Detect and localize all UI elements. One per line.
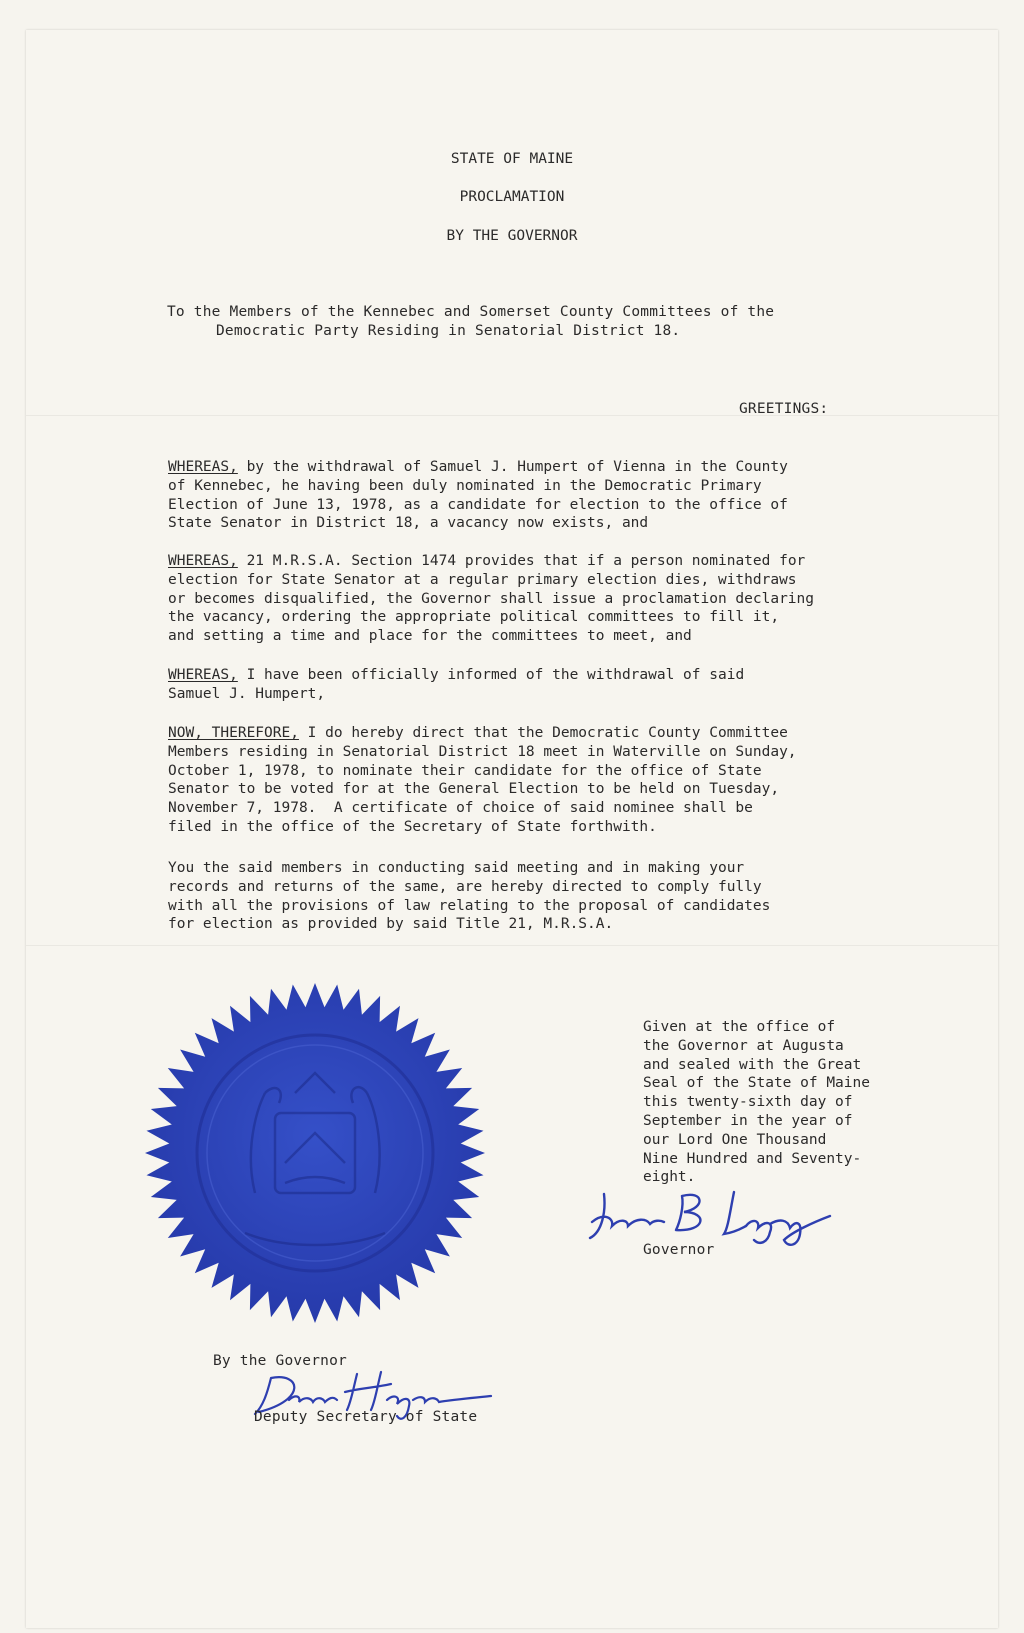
by-the-governor: By the Governor: [213, 1353, 347, 1369]
given-line: and sealed with the Great: [643, 1056, 862, 1073]
paragraph-line: Samuel J. Humpert,: [168, 685, 326, 702]
paragraph-line: the vacancy, ordering the appropriate political committees to fill it,: [168, 609, 780, 626]
address-line-2: Democratic Party Residing in Senatorial District 18.: [216, 323, 681, 339]
paragraph-line: Senator to be voted for at the General Election to be held on Tuesday,: [168, 781, 780, 798]
paragraph-line: election for State Senator at a regular primary election dies, withdraws: [168, 571, 797, 588]
paragraph-line: of Kennebec, he having been duly nominated in the Democratic Primary: [168, 477, 762, 494]
paragraph-3: [168, 666, 744, 704]
paragraph-line: Election of June 13, 1978, as a candidate for election to the office of: [168, 496, 788, 513]
header-proclamation: PROCLAMATION: [459, 189, 565, 205]
greetings: GREETINGS:: [739, 401, 829, 417]
address-line-1: To the Members of the Kennebec and Somerset County Committees of the: [167, 304, 775, 320]
paragraph-line: I do hereby direct that the Democratic County Committee: [298, 725, 788, 741]
paragraph-lead: NOW, THEREFORE,: [168, 725, 299, 741]
paragraph-line: with all the provisions of law relating to the proposal of candidates: [168, 897, 771, 914]
paragraph-line: October 1, 1978, to nominate their candidate for the office of State: [168, 762, 762, 779]
paragraph-line: State Senator in District 18, a vacancy now exists, and: [168, 515, 649, 532]
fold-line: [26, 945, 998, 946]
paragraph-line: 21 M.R.S.A. Section 1474 provides that if a person nominated for: [237, 553, 806, 569]
fold-line: [26, 415, 998, 416]
given-line: the Governor at Augusta: [643, 1037, 844, 1054]
paragraph-lead: WHEREAS,: [168, 553, 238, 569]
paragraph-line: records and returns of the same, are hereby directed to comply fully: [168, 878, 762, 895]
paragraph-line: or becomes disqualified, the Governor shall issue a proclamation declaring: [168, 590, 815, 607]
paragraph-line: filed in the office of the Secretary of State forthwith.: [168, 818, 657, 835]
paragraph-line: Members residing in Senatorial District 18 meet in Waterville on Sunday,: [168, 743, 797, 760]
given-line: eight.: [643, 1169, 696, 1186]
paragraph-line: November 7, 1978. A certificate of choice of said nominee shall be: [168, 800, 753, 817]
header-state: STATE OF MAINE: [450, 151, 574, 167]
given-line: Given at the office of: [643, 1019, 836, 1035]
document-page: [26, 30, 998, 1628]
paragraph-lead: WHEREAS,: [168, 667, 238, 683]
paragraph-5: [168, 859, 770, 934]
paragraph-line: for election as provided by said Title 21, M.R.S.A.: [168, 916, 614, 933]
given-line: Nine Hundred and Seventy-: [643, 1150, 862, 1167]
paragraph-line: You the said members in conducting said meeting and in making your: [168, 860, 745, 876]
given-at-block: [643, 1018, 870, 1187]
given-line: Seal of the State of Maine: [643, 1075, 870, 1092]
paragraph-2: [168, 552, 814, 646]
great-seal-icon: [140, 978, 490, 1328]
paragraph-line: and setting a time and place for the committees to meet, and: [168, 628, 692, 645]
paragraph-lead: WHEREAS,: [168, 459, 238, 475]
header-by-governor: BY THE GOVERNOR: [446, 228, 578, 244]
paragraph-line: I have been officially informed of the withdrawal of said: [237, 667, 745, 683]
given-line: our Lord One Thousand: [643, 1131, 827, 1148]
given-line: September in the year of: [643, 1112, 853, 1129]
paragraph-1: [168, 458, 788, 533]
paragraph-line: by the withdrawal of Samuel J. Humpert of Vienna in the County: [237, 459, 788, 475]
given-line: this twenty-sixth day of: [643, 1094, 853, 1111]
deputy-secretary-title: Deputy Secretary of State: [254, 1409, 478, 1425]
paragraph-4: [168, 724, 797, 837]
governor-title: Governor: [643, 1242, 715, 1258]
